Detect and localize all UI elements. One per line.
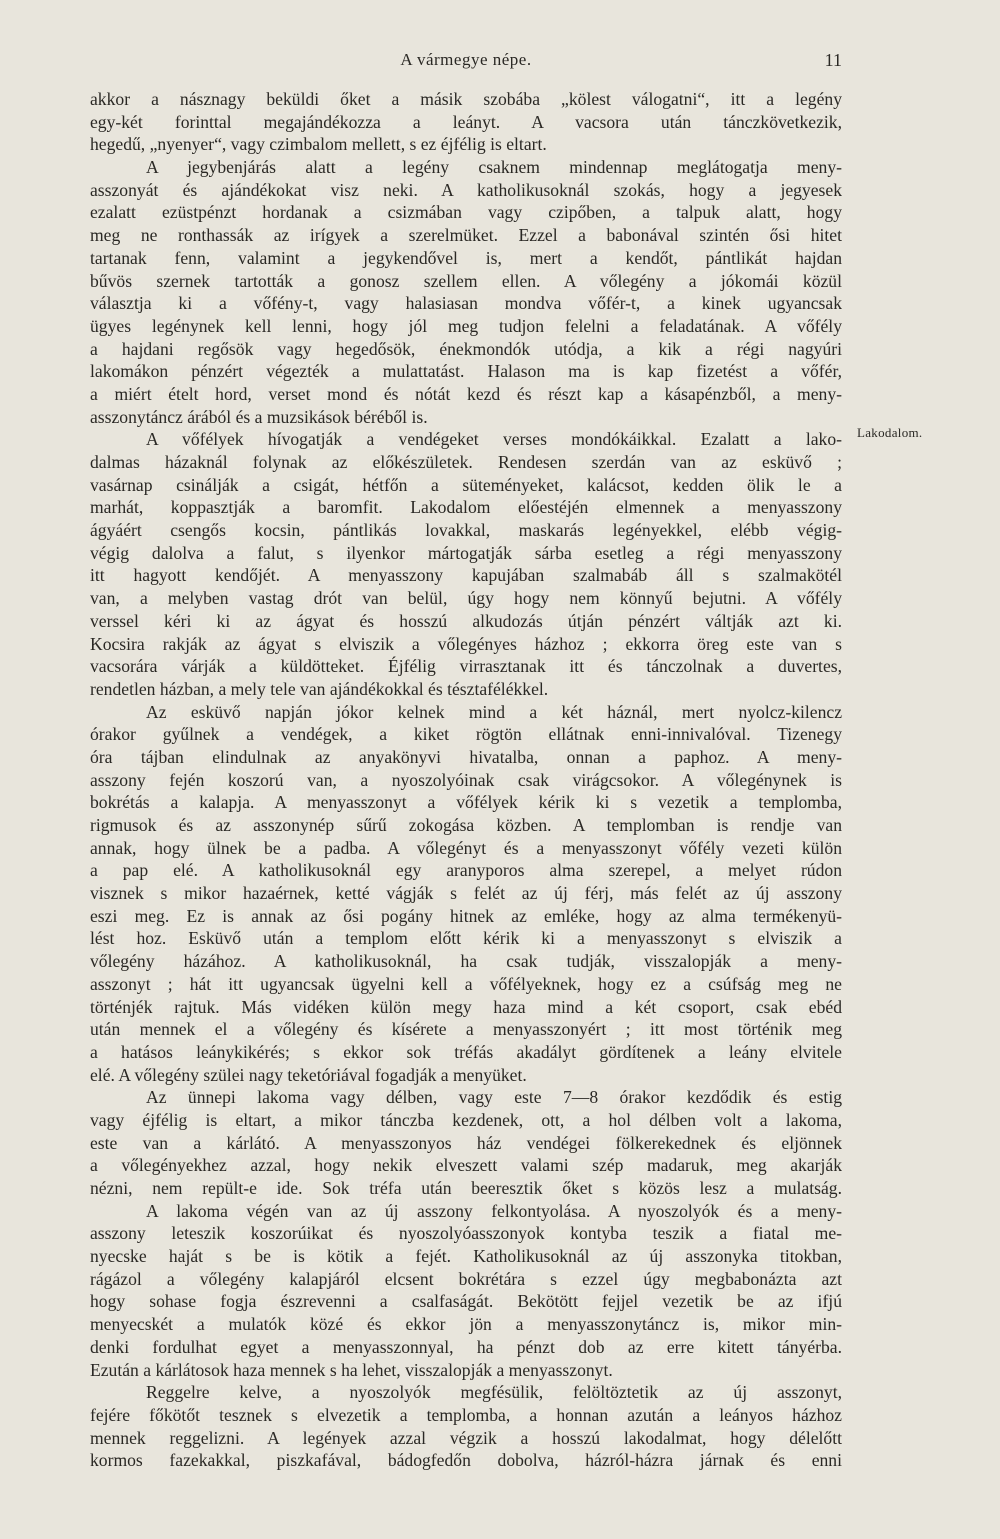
text-line: vagy éjfélig is eltart, a mikor tánczba kezdenek, ott, a hol délben volt a lakoma, xyxy=(90,1109,842,1130)
text-line: vasárnap csinálják a csigát, hétfőn a süteményeket, kalácsot, kedden ölik le a xyxy=(90,474,842,495)
text-line: Ezután a kárlátosok haza mennek s ha lehet, visszalopják a menyasszonyt. xyxy=(90,1359,613,1380)
text-line: a hatásos leánykikérés; s ekkor sok tréfás akadályt gördítenek a leány elvitele xyxy=(90,1041,842,1062)
text-line: egy-két forinttal megajándékozza a leányt. A vacsora után tánczkövetkezik, xyxy=(90,111,842,132)
text-line: a vőlegényekhez azzal, hogy nekik elveszett valami szép madaruk, meg akarják xyxy=(90,1155,842,1176)
running-title: A vármegye népe. xyxy=(400,50,532,69)
text-line: bokrétás a kalapja. A menyasszonyt a vőfélyek kérik ki s vezetik a templomba, xyxy=(90,792,842,813)
text-line: hogy sohase fogja észrevenni a csalfaságát. Bekötött fejjel vezetik be az ifjú xyxy=(90,1291,842,1312)
text-line: Reggelre kelve, a nyoszolyók megfésülik, felöltöztetik az új asszonyt, xyxy=(146,1382,842,1403)
text-line: annak, hogy ülnek be a padba. A vőlegényt és a menyasszonyt vőfély vezeti külön xyxy=(90,837,842,858)
text-line: hegedű, „nyenyer“, vagy czimbalom mellett, s ez éjfélig is eltart. xyxy=(90,134,547,155)
text-line: verssel kéri ki az ágyat és hosszú alkudozás útján pénzért váltják azt ki. xyxy=(90,610,842,631)
text-line: van, a melyben vastag drót van belül, úgy hogy nem könnyű bejutni. A vőfély xyxy=(90,588,842,609)
text-line: asszony fején koszorú van, a nyoszolyóinak csak virágcsokor. A vőlegénynek is xyxy=(90,769,842,790)
text-line: a pap elé. A katholikusoknál egy aranyporos alma szerepel, a melyet rúdon xyxy=(90,860,842,881)
text-line: Az esküvő napján jókor kelnek mind a két háznál, mert nyolcz-kilencz xyxy=(146,701,842,722)
text-line: dalmas házaknál folynak az előkészületek. Rendesen szerdán van az esküvő ; xyxy=(90,452,842,472)
running-head xyxy=(90,50,842,74)
text-line: marhát, koppasztják a baromfit. Lakodalom előestéjén elmennek a menyasszony xyxy=(90,497,842,518)
text-line: után mennek el a vőlegény és kísérete a menyasszonyért ; itt most történik meg xyxy=(90,1019,842,1040)
text-line: eszi meg. Ez is annak az ősi pogány hitnek az emléke, hogy az alma termékenyü- xyxy=(90,905,842,926)
text-line: visznek s mikor hazaérnek, ketté vágják s felét az új férj, más felét az új asszony xyxy=(90,883,842,904)
text-line: rágázol a vőlegény kalapjáról elcsent bokrétára s ezzel úgy megbabonázta azt xyxy=(90,1268,842,1289)
text-line: A vőfélyek hívogatják a vendégeket verses mondókáikkal. Ezalatt a lako- xyxy=(146,429,842,450)
text-line: menyecskét a mulatók közé és ekkor jön a menyasszonytáncz is, mikor min- xyxy=(90,1314,842,1335)
text-line: végig dalolva a falut, s ilyenkor mártogatják sárba esetleg a régi menyasszony xyxy=(90,542,842,563)
text-line: rendetlen házban, a mely tele van ajándékokkal és tésztafélékkel. xyxy=(90,678,549,699)
text-line: választja ki a vőfény-t, vagy halasiasan mondva vőfér-t, a kinek ugyancsak xyxy=(90,293,842,314)
text-line: óra tájban elindulnak az anyakönyvi hivatalba, onnan a paphoz. A meny- xyxy=(90,746,842,767)
text-line: lakomákon pénzért végezték a mulattatást. Halason ma is kap fizetést a vőfér, xyxy=(90,361,842,382)
text-line: nézni, nem repült-e ide. Sok tréfa után beeresztik őket s közös lesz a mulatság. xyxy=(90,1178,842,1198)
text-line: asszonyt ; hát itt ugyancsak ügyelni kell a vőfélyeknek, hogy ez a csúfság meg ne xyxy=(90,973,842,994)
body-text xyxy=(90,88,842,1472)
text-line: este van a kárlátó. A menyasszonyos ház vendégei fölkerekednek és eljönnek xyxy=(90,1132,842,1153)
text-line: asszonyát és ajándékokat visz neki. A katholikusoknál szokás, hogy a jegyesek xyxy=(90,179,842,200)
text-line: a hajdani regősök vagy hegedősök, énekmondók utódja, a kik a régi nagyúri xyxy=(90,338,842,359)
text-line: tartanak fenn, valamint a jegykendővel is, mert a kendőt, pántlikát hajdan xyxy=(90,247,842,268)
text-line: a miért ételt hord, verset mond és nótát kezd és részt kap a kásapénzből, a meny- xyxy=(90,383,842,404)
text-line: asszonytáncz árából és a muzsikások béréből is. xyxy=(90,406,428,427)
text-line: vacsorára várják a küldötteket. Éjfélig virrasztanak itt és tánczolnak a duvertes, xyxy=(90,656,842,677)
text-line: kormos fazekakkal, piszkafával, bádogfedőn dobolva, házról-házra járnak és enni xyxy=(90,1450,842,1471)
text-line: mennek reggelizni. A legények azzal végzik a hosszú lakodalmat, hogy délelőtt xyxy=(90,1427,842,1448)
text-line: denki fordulhat egyet a menyasszonnyal, ha pénzt dob az erre kitett tányérba. xyxy=(90,1336,842,1357)
text-line: fejére főkötőt tesznek s elvezetik a templomba, a honnan azután a leányos házhoz xyxy=(90,1404,842,1425)
text-line: vőlegény házához. A katholikusoknál, ha csak tudják, visszalopják a meny- xyxy=(90,951,842,972)
margin-note: Lakodalom. xyxy=(857,425,923,440)
text-line: akkor a násznagy beküldi őket a másik szobába „kölest válogatni“, itt a legény xyxy=(90,89,842,109)
text-line: ágyáért csengős kocsin, pántlikás lovakkal, maskarás legényekkel, elébb végig- xyxy=(90,520,842,541)
page-number: 11 xyxy=(824,50,842,70)
text-line: lést hoz. Esküvő után a templom előtt kérik ki a menyasszonyt s elviszik a xyxy=(90,928,842,949)
text-line: Kocsira rakják az ágyat s elviszik a vőlegényes házhoz ; ekkorra öreg este van s xyxy=(90,633,842,654)
text-line: rigmusok és az asszonynép sűrű zokogása közben. A templomban is rendje van xyxy=(90,815,842,835)
text-line: A lakoma végén van az új asszony felkontyolása. A nyoszolyók és a meny- xyxy=(146,1200,842,1221)
text-line: ügyes legénynek kell lenni, hogy jól meg tudjon felelni a feladatának. A vőfély xyxy=(90,315,842,336)
text-line: itt hagyott kendőjét. A menyasszony kapujában szalmabáb áll s szalmakötél xyxy=(90,565,842,586)
text-line: A jegybenjárás alatt a legény csaknem mindennap meglátogatja meny- xyxy=(146,157,842,178)
text-line: nyecske haját s be is kötik a fejét. Katholikusoknál az új asszonyka titokban, xyxy=(90,1246,842,1267)
text-line: bűvös szernek tartották a gonosz szellem ellen. A vőlegény a jókomái közül xyxy=(90,270,842,291)
text-line: elé. A vőlegény szülei nagy teketóriával fogadják a menyüket. xyxy=(90,1064,527,1085)
text-line: meg ne ronthassák az irígyek a szerelmüket. Ezzel a babonával szintén ősi hitet xyxy=(90,225,842,246)
text-line: Az ünnepi lakoma vagy délben, vagy este 7—8 órakor kezdődik és estig xyxy=(146,1087,842,1108)
text-line: asszony leteszik koszorúikat és nyoszolyóasszonyok kontyba teszik a fiatal me- xyxy=(90,1223,842,1244)
text-line: történjék rajtuk. Más vidéken külön megy haza mind a két csoport, csak ebéd xyxy=(90,996,842,1017)
text-line: órakor gyűlnek a vendégek, a kiket rögtön ellátnak enni-innivalóval. Tizenegy xyxy=(90,724,842,745)
text-line: ezalatt ezüstpénzt hordanak a csizmában vagy czipőben, a talpuk alatt, hogy xyxy=(90,202,842,223)
